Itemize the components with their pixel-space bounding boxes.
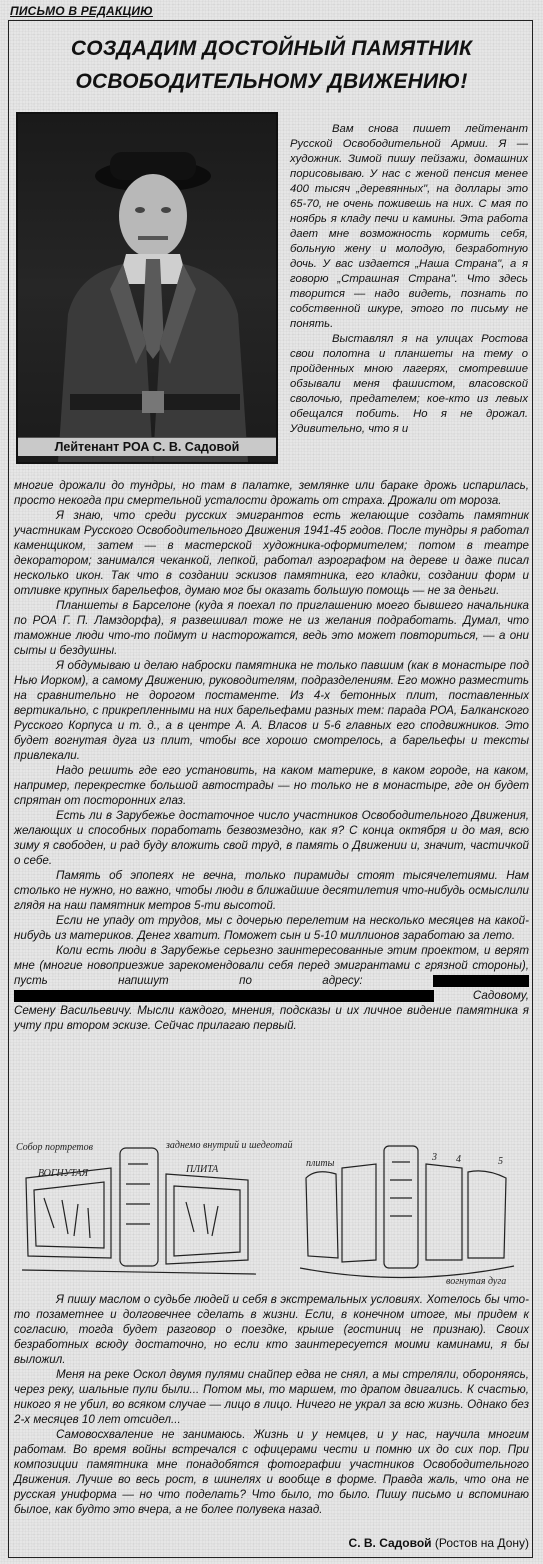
paragraph: Надо решить где его установить, на каком материке, в каком городе, на каком, например, перекрестке большой автострады — но только не в монастыре, где он будет спрятан от посторонних глаз. bbox=[14, 764, 529, 807]
headline bbox=[14, 32, 529, 98]
paragraph: Самовосхваление не занимаюсь. Жизнь и у немцев, и у нас, научила многим работам. Во время войны встречался с офицерами чести и помню их до сих пор. При композиции памятника мне понадобятся фотографии участников Освободительного Движения. Лучше во весь рост, в шинелях и вообще в форме. Правда жаль, что она не русская униформа — но что поделать? Что было, то было. Пишу письмо и вспоминаю былое, как будто это вчера, а не более полувека назад. bbox=[14, 1428, 529, 1516]
sketch-label: плиты bbox=[306, 1158, 335, 1169]
signature bbox=[349, 1536, 529, 1550]
author-photo bbox=[16, 112, 278, 464]
sketch-label: 4 bbox=[456, 1154, 461, 1165]
headline-line-1: СОЗДАДИМ ДОСТОЙНЫЙ ПАМЯТНИК bbox=[70, 37, 473, 60]
main-text-upper bbox=[14, 478, 529, 1033]
contact-text-before: Коли есть люди в Зарубежье серьезно заинтересованные этим проектом, и верят мне (многие новоприезжие зарекомендовали себя перед эмигрантами с грязной стороны), пусть напишут по адресу: bbox=[14, 944, 529, 987]
redacted-address bbox=[14, 990, 434, 1002]
contact-paragraph bbox=[14, 943, 529, 1033]
headline-line-2: ОСВОБОДИТЕЛЬНОМУ ДВИЖЕНИЮ! bbox=[75, 70, 468, 93]
sketch-label: ПЛИТА bbox=[186, 1164, 219, 1175]
sketch-label: 3 bbox=[432, 1152, 437, 1163]
signature-place: (Ростов на Дону) bbox=[434, 1536, 529, 1550]
sketch-label: заднемо внутрий и шедеотай bbox=[166, 1140, 293, 1151]
paragraph: Я обдумываю и делаю наброски памятника не только павшим (как в монастыре под Нью Иорком), а самому Движению, руководителям, подразделениям. Его можно разместить на сравнительно не дорогом постаменте. Из 4-х бетонных плит, поставленных вертикально, с прикрепленными на них барельефами разных тем: парада РОА, Балканского Русского Корпуса и т. д., а в центре А. А. Власов и 5-6 главных его сподвижников. Это будет вогнутая дуга из плит, чтобы все хорошо смотрелось, а барельефы и тексты привлекали. bbox=[14, 659, 529, 762]
narrow-column bbox=[290, 122, 528, 437]
redacted-address bbox=[433, 975, 529, 987]
sketch-label: вогнутая дуга bbox=[446, 1276, 507, 1286]
paragraph: Память об эпопеях не вечна, только пирамиды стоят тысячелетиями. Нам столько не нужно, но важно, чтобы люди в ближайшие десятилетия что-нибудь осмыслили глядя на наш памятник метров 5-ти высотой. bbox=[14, 869, 529, 912]
signature-name: С. В. Садовой bbox=[348, 1536, 432, 1550]
paragraph: Я знаю, что среди русских эмигрантов есть желающие создать памятник участникам Русского Освободительного Движения 1941-45 годов. После тундры я работал каменщиком, затем — в мастерской художника-оформителем; потом в театре декоратором; занимался чеканкой, лепкой, работал аэрографом на дереве и даже писал несколько икон. Так что в создании эскизов памятника, его кладки, создании форм и отливке крупных барельефов, думаю мог бы оказать большую помощь — не за деньги. bbox=[14, 509, 529, 597]
paragraph: Вам снова пишет лейтенант Русской Освободительной Армии. Я — художник. Зимой пишу пейзажи, домашних порисовываю. У нас с женой пенсия менее 400 тысяч „деревянных", на доллары это 65-70, не очень поживешь на них. С мая по ноябрь я кладу печи и камины. Эта работа дает мне возможность кормить себя, больную жену и молодую, безработную дочь. У вас издается „Наша Страна", а я говорю „Страшная Страна". Что здесь творится — надо видеть, познать по собственной шкуре, этого по письму не понять. bbox=[290, 123, 528, 330]
photo-caption: Лейтенант РОА С. В. Садовой bbox=[18, 437, 276, 456]
paragraph: Есть ли в Зарубежье достаточное число участников Освободительного Движения, желающих и способных поработать безвозмездно, как я? С конца октября и до мая, всю зиму я свободен, и рад буду вложить свой труд, в память о Движении и, значит, частичкой о себе. bbox=[14, 809, 529, 867]
main-text-lower bbox=[14, 1292, 529, 1517]
paragraph: Если не упаду от трудов, мы с дочерью перелетим на несколько месяцев на какой-нибудь из материков. Денег хватит. Поможет сын и 5-10 миллионов заработаю за лето. bbox=[14, 914, 529, 942]
sketch-label: 5 bbox=[498, 1156, 503, 1167]
rubric-label: ПИСЬМО В РЕДАКЦИЮ bbox=[10, 4, 153, 18]
paragraph: Планшеты в Барселоне (куда я поехал по приглашению моего бывшего начальника по РОА Г. П. Ламздорфа), я развешивал тоже не из желания подработать. Думал, что таможние люди что-то поймут и насторожатся, ведь это может повториться, — а они сыты и бездушны. bbox=[14, 599, 529, 657]
paragraph: Меня на реке Оскол двумя пулями снайпер едва не снял, а мы стреляли, обороняясь, через реку, шальные пули были... Потом мы, то маршем, то драпом двигались. К счастью, никого я не убил, во всяком случае — лицо в лицо. Ничего не украл за всю жизнь. Однако без 2-х месяцев 10 лет отсидел... bbox=[14, 1368, 529, 1426]
monument-sketch bbox=[16, 1138, 528, 1286]
paragraph: Я пишу маслом о судьбе людей и себя в экстремальных условиях. Хотелось бы что-то позаметнее и долговечнее сделать в жизни. Если, в конечном итоге, мы придем к согласию, тогда будет разговор о поездке, крыше (гостиниц не признаю). Своих безработных всюду достаточно, но если кто заинтересуется моими каминами, я бы выложил. bbox=[14, 1293, 529, 1366]
sketch-label: Собор портретов bbox=[16, 1142, 93, 1153]
paragraph: Выставлял я на улицах Ростова свои полотна и планшеты на тему о пройденных мною лагерях, смотревшие обзывали меня фашистом, власовской сволочью, предателем; кое-кто из левых обещался побить. Но я не дрожал. Удивительно, что я и bbox=[290, 333, 528, 435]
contact-text-after: Садовому, Семену Васильевичу. Мысли каждого, мнения, подсказы и их личное видение памятника я учту при втором эскизе. Сейчас прилагаю первый. bbox=[14, 989, 529, 1032]
portrait-image bbox=[18, 114, 276, 462]
paragraph: многие дрожали до тундры, но там в палатке, землянке или бараке дрожь испарилась, просто некогда при смертельной усталости дрожать от страха. Дрожали от мороза. bbox=[14, 479, 529, 507]
sketch-label: ВОГНУТАЯ bbox=[38, 1168, 89, 1179]
